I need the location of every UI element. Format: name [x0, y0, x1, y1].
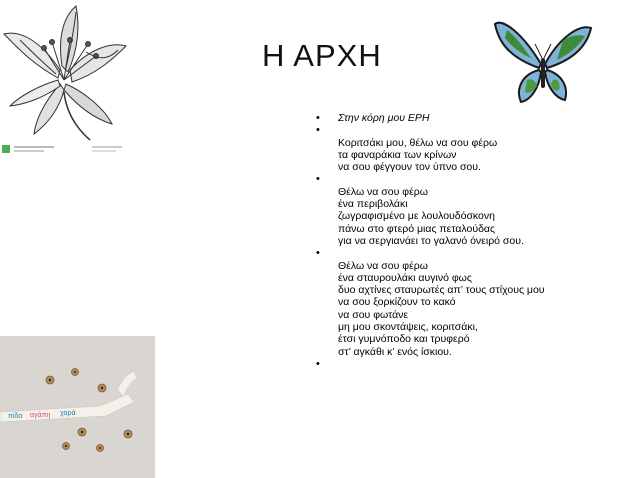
empty-bullet [316, 358, 634, 370]
ribbon-charms-photo [0, 336, 155, 478]
lily-sketch-image [0, 0, 136, 160]
poem-line: να σου φέγγουν τον ύπνο σου. [338, 161, 481, 174]
poem-line: • Κοριτσάκι μου, θέλω να σου φέρω [338, 136, 498, 149]
dedication-text: Στην κόρη μου ΕΡΗ [338, 112, 430, 124]
stanza-1 [316, 124, 634, 173]
stanza-2 [316, 173, 634, 247]
poem-line: ένα σταυρουλάκι αυγινό φως [338, 271, 472, 284]
poem-line: δυο αχτίνες σταυρωτές απ’ τους στίχους μου [338, 284, 545, 297]
poem-line: • Θέλω να σου φέρω [338, 259, 428, 272]
svg-text:χαρά: χαρά [60, 410, 76, 417]
svg-text:πίδα: πίδα [8, 413, 23, 420]
poem-line: πάνω στο φτερό μιας πεταλούδας [338, 222, 496, 235]
watermark-strip-icon [2, 142, 132, 156]
slide-title: Η ΑΡΧΗ [262, 38, 382, 73]
poem-line: ζωγραφισμένο με λουλουδόσκονη [338, 210, 495, 223]
poem-line: να σου φωτάνε [338, 308, 409, 321]
earth-butterfly-image [493, 14, 593, 106]
poem-body [316, 112, 634, 370]
poem-line: ένα περιβολάκι [338, 198, 408, 211]
dedication-item [316, 112, 634, 124]
stanza-3 [316, 247, 634, 358]
poem-line: να σου ξορκίζουν το κακό [338, 296, 456, 309]
poem-line: • Θέλω να σου φέρω [338, 185, 428, 198]
poem-line: τα φαναράκια των κρίνων [338, 148, 457, 161]
poem-line: για να σεργιανάει το γαλανό όνειρό σου. [338, 234, 524, 247]
poem-line: μη μου σκοντάψεις, κοριτσάκι, [338, 321, 478, 334]
poem-line: έτσι γυμνόποδο και τρυφερό [338, 333, 470, 346]
svg-text:αγάπη: αγάπη [30, 412, 51, 419]
poem-line: στ’ αγκάθι κ’ ενός ίσκιου. [338, 345, 452, 358]
